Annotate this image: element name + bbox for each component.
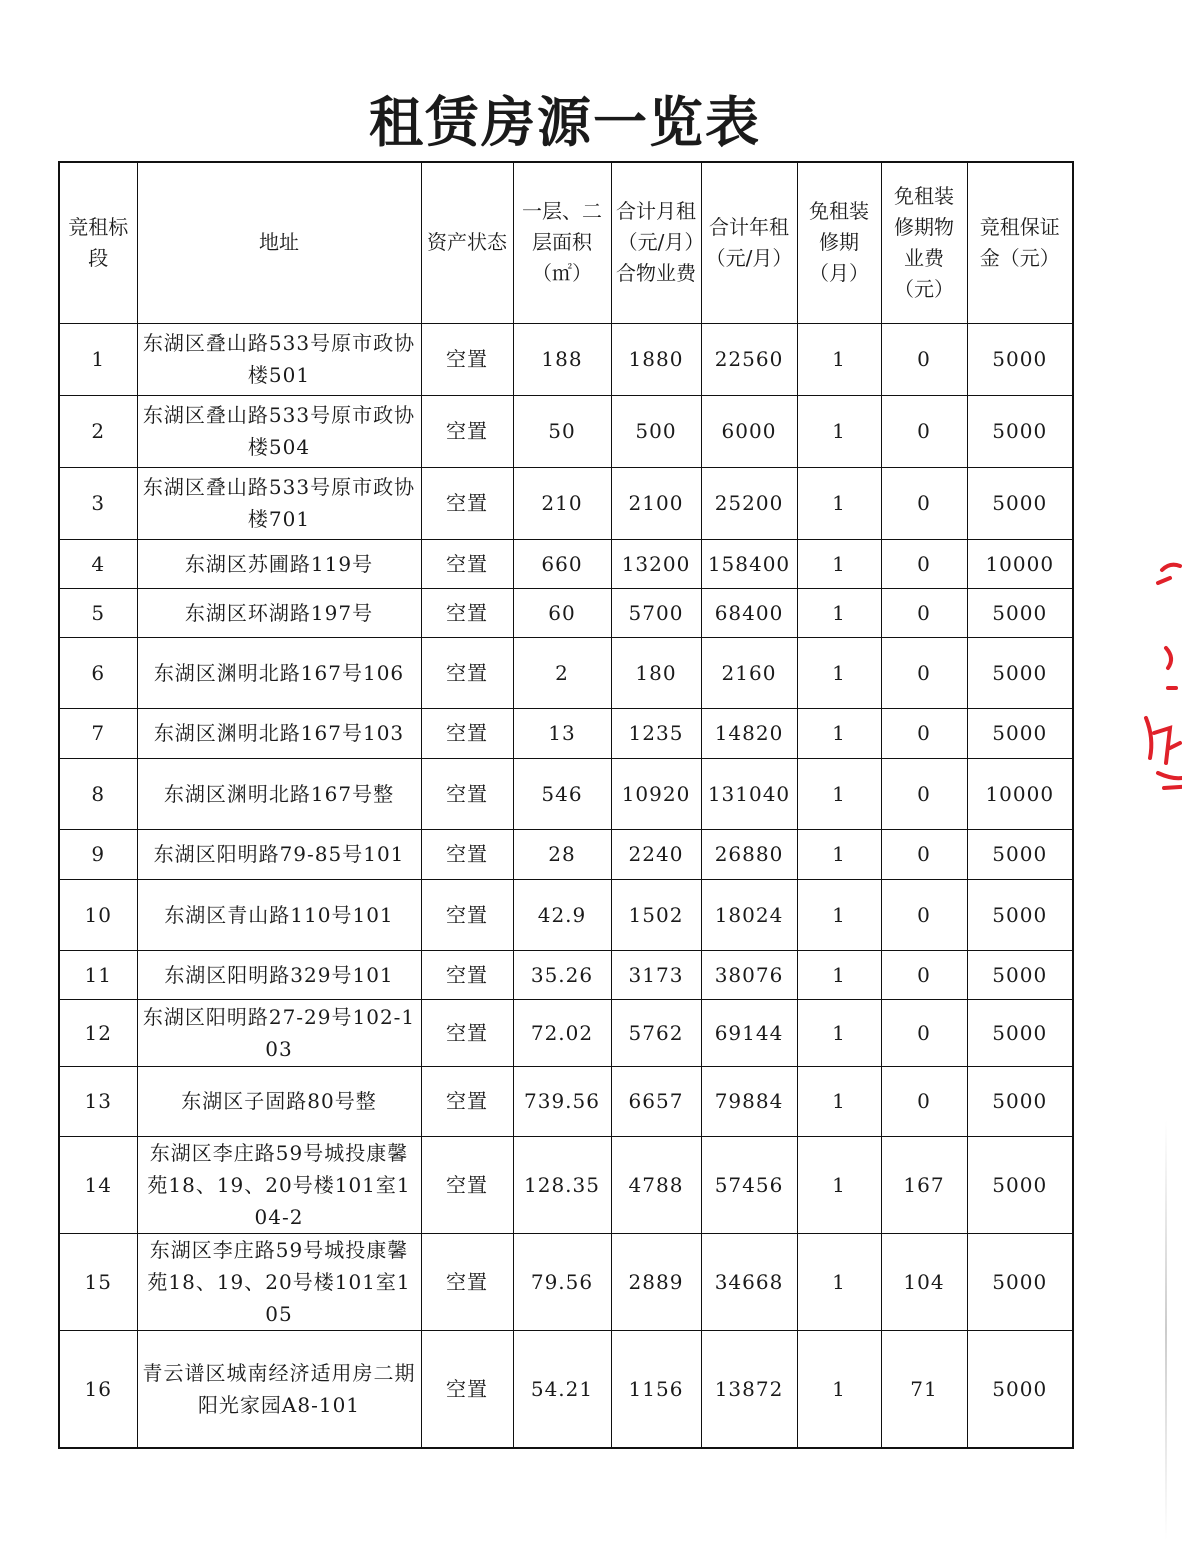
monthly-rent-cell: 180: [611, 637, 701, 708]
area-cell: 2: [513, 637, 611, 708]
asset-status-cell: 空置: [421, 539, 513, 588]
address-cell: 东湖区阳明路27-29号102-103: [137, 999, 421, 1066]
address-cell: 东湖区李庄路59号城投康馨苑18、19、20号楼101室105: [137, 1233, 421, 1330]
rent-free-months-cell: 1: [797, 637, 881, 708]
rent-free-fee-cell: 0: [881, 829, 967, 879]
table-row: [59, 829, 1073, 879]
annual-rent-cell: 6000: [701, 395, 797, 467]
area-cell: 54.21: [513, 1330, 611, 1448]
asset-status-cell: 空置: [421, 588, 513, 637]
deposit-cell: 5000: [967, 1330, 1073, 1448]
header-annual-rent: 合计年租（元/月）: [701, 162, 797, 323]
page-title: 租赁房源一览表: [369, 91, 761, 154]
deposit-cell: 5000: [967, 1066, 1073, 1136]
deposit-cell: 5000: [967, 950, 1073, 999]
deposit-cell: 10000: [967, 758, 1073, 829]
lot-number-cell: 14: [59, 1136, 137, 1233]
rent-free-fee-cell: 0: [881, 637, 967, 708]
header-address: 地址: [137, 162, 421, 323]
asset-status-cell: 空置: [421, 323, 513, 395]
table-row: [59, 1330, 1073, 1448]
table-row: [59, 879, 1073, 950]
asset-status-cell: 空置: [421, 467, 513, 539]
table-row: [59, 950, 1073, 999]
rent-free-months-cell: 1: [797, 588, 881, 637]
table-row: [59, 758, 1073, 829]
rent-free-months-cell: 1: [797, 467, 881, 539]
annual-rent-cell: 14820: [701, 708, 797, 758]
rent-free-fee-cell: 0: [881, 999, 967, 1066]
deposit-cell: 10000: [967, 539, 1073, 588]
annual-rent-cell: 158400: [701, 539, 797, 588]
annual-rent-cell: 2160: [701, 637, 797, 708]
monthly-rent-cell: 5762: [611, 999, 701, 1066]
monthly-rent-cell: 2100: [611, 467, 701, 539]
table-row: [59, 637, 1073, 708]
asset-status-cell: 空置: [421, 708, 513, 758]
deposit-cell: 5000: [967, 999, 1073, 1066]
lot-number-cell: 3: [59, 467, 137, 539]
area-cell: 188: [513, 323, 611, 395]
address-cell: 东湖区渊明北路167号106: [137, 637, 421, 708]
monthly-rent-cell: 13200: [611, 539, 701, 588]
rent-free-fee-cell: 0: [881, 539, 967, 588]
table-row: [59, 708, 1073, 758]
annual-rent-cell: 26880: [701, 829, 797, 879]
area-cell: 72.02: [513, 999, 611, 1066]
deposit-cell: 5000: [967, 879, 1073, 950]
header-row: [59, 162, 1073, 323]
rent-free-fee-cell: 167: [881, 1136, 967, 1233]
asset-status-cell: 空置: [421, 1233, 513, 1330]
asset-status-cell: 空置: [421, 829, 513, 879]
address-cell: 东湖区环湖路197号: [137, 588, 421, 637]
lot-number-cell: 4: [59, 539, 137, 588]
monthly-rent-cell: 500: [611, 395, 701, 467]
header-rent-free-months: 免租装修期（月）: [797, 162, 881, 323]
table-row: [59, 395, 1073, 467]
address-cell: 青云谱区城南经济适用房二期阳光家园A8-101: [137, 1330, 421, 1448]
area-cell: 50: [513, 395, 611, 467]
rent-free-months-cell: 1: [797, 999, 881, 1066]
area-cell: 546: [513, 758, 611, 829]
rent-free-fee-cell: 0: [881, 467, 967, 539]
rent-free-months-cell: 1: [797, 758, 881, 829]
rent-free-fee-cell: 0: [881, 708, 967, 758]
deposit-cell: 5000: [967, 1233, 1073, 1330]
rent-free-fee-cell: 71: [881, 1330, 967, 1448]
monthly-rent-cell: 10920: [611, 758, 701, 829]
rent-free-months-cell: 1: [797, 1233, 881, 1330]
annual-rent-cell: 79884: [701, 1066, 797, 1136]
asset-status-cell: 空置: [421, 758, 513, 829]
monthly-rent-cell: 1156: [611, 1330, 701, 1448]
rent-free-fee-cell: 0: [881, 950, 967, 999]
rent-free-months-cell: 1: [797, 950, 881, 999]
table-row: [59, 999, 1073, 1066]
monthly-rent-cell: 6657: [611, 1066, 701, 1136]
rent-free-months-cell: 1: [797, 708, 881, 758]
address-cell: 东湖区阳明路79-85号101: [137, 829, 421, 879]
area-cell: 35.26: [513, 950, 611, 999]
annual-rent-cell: 13872: [701, 1330, 797, 1448]
scan-edge-shadow: [1165, 1120, 1167, 1540]
rent-free-months-cell: 1: [797, 1136, 881, 1233]
monthly-rent-cell: 2240: [611, 829, 701, 879]
monthly-rent-cell: 1235: [611, 708, 701, 758]
rent-free-months-cell: 1: [797, 1066, 881, 1136]
monthly-rent-cell: 1502: [611, 879, 701, 950]
lot-number-cell: 8: [59, 758, 137, 829]
annual-rent-cell: 57456: [701, 1136, 797, 1233]
deposit-cell: 5000: [967, 588, 1073, 637]
address-cell: 东湖区子固路80号整: [137, 1066, 421, 1136]
deposit-cell: 5000: [967, 637, 1073, 708]
address-cell: 东湖区叠山路533号原市政协楼701: [137, 467, 421, 539]
monthly-rent-cell: 5700: [611, 588, 701, 637]
lot-number-cell: 9: [59, 829, 137, 879]
asset-status-cell: 空置: [421, 879, 513, 950]
asset-status-cell: 空置: [421, 1066, 513, 1136]
address-cell: 东湖区叠山路533号原市政协楼501: [137, 323, 421, 395]
asset-status-cell: 空置: [421, 395, 513, 467]
address-cell: 东湖区渊明北路167号103: [137, 708, 421, 758]
rent-free-fee-cell: 0: [881, 758, 967, 829]
lot-number-cell: 13: [59, 1066, 137, 1136]
asset-status-cell: 空置: [421, 950, 513, 999]
header-rent-free-property-fee: 免租装修期物业费（元）: [881, 162, 967, 323]
annual-rent-cell: 68400: [701, 588, 797, 637]
lot-number-cell: 2: [59, 395, 137, 467]
annual-rent-cell: 18024: [701, 879, 797, 950]
table-row: [59, 323, 1073, 395]
lot-number-cell: 15: [59, 1233, 137, 1330]
table-row: [59, 539, 1073, 588]
area-cell: 739.56: [513, 1066, 611, 1136]
area-cell: 79.56: [513, 1233, 611, 1330]
header-monthly-rent: 合计月租（元/月）合物业费: [611, 162, 701, 323]
lot-number-cell: 10: [59, 879, 137, 950]
address-cell: 东湖区李庄路59号城投康馨苑18、19、20号楼101室104-2: [137, 1136, 421, 1233]
header-lot-number: 竞租标段: [59, 162, 137, 323]
address-cell: 东湖区渊明北路167号整: [137, 758, 421, 829]
rent-free-months-cell: 1: [797, 539, 881, 588]
lot-number-cell: 5: [59, 588, 137, 637]
rent-free-fee-cell: 0: [881, 1066, 967, 1136]
red-seal-stamp: [1140, 548, 1182, 818]
rent-free-months-cell: 1: [797, 829, 881, 879]
lot-number-cell: 12: [59, 999, 137, 1066]
address-cell: 东湖区叠山路533号原市政协楼504: [137, 395, 421, 467]
deposit-cell: 5000: [967, 708, 1073, 758]
rent-free-fee-cell: 0: [881, 588, 967, 637]
asset-status-cell: 空置: [421, 999, 513, 1066]
table-row: [59, 1233, 1073, 1330]
deposit-cell: 5000: [967, 467, 1073, 539]
rent-free-months-cell: 1: [797, 395, 881, 467]
rent-free-months-cell: 1: [797, 323, 881, 395]
address-cell: 东湖区青山路110号101: [137, 879, 421, 950]
lot-number-cell: 6: [59, 637, 137, 708]
lot-number-cell: 1: [59, 323, 137, 395]
annual-rent-cell: 131040: [701, 758, 797, 829]
area-cell: 210: [513, 467, 611, 539]
monthly-rent-cell: 2889: [611, 1233, 701, 1330]
deposit-cell: 5000: [967, 395, 1073, 467]
rent-free-months-cell: 1: [797, 879, 881, 950]
annual-rent-cell: 22560: [701, 323, 797, 395]
rent-free-months-cell: 1: [797, 1330, 881, 1448]
table-row: [59, 1136, 1073, 1233]
annual-rent-cell: 34668: [701, 1233, 797, 1330]
table-row: [59, 1066, 1073, 1136]
deposit-cell: 5000: [967, 1136, 1073, 1233]
area-cell: 42.9: [513, 879, 611, 950]
address-cell: 东湖区苏圃路119号: [137, 539, 421, 588]
header-deposit: 竞租保证金（元）: [967, 162, 1073, 323]
area-cell: 28: [513, 829, 611, 879]
area-cell: 660: [513, 539, 611, 588]
address-cell: 东湖区阳明路329号101: [137, 950, 421, 999]
rent-free-fee-cell: 0: [881, 323, 967, 395]
table-row: [59, 588, 1073, 637]
monthly-rent-cell: 4788: [611, 1136, 701, 1233]
lot-number-cell: 11: [59, 950, 137, 999]
rent-free-fee-cell: 104: [881, 1233, 967, 1330]
area-cell: 128.35: [513, 1136, 611, 1233]
table-row: [59, 467, 1073, 539]
rental-listing-table: [58, 161, 1074, 1449]
annual-rent-cell: 69144: [701, 999, 797, 1066]
lot-number-cell: 16: [59, 1330, 137, 1448]
header-asset-status: 资产状态: [421, 162, 513, 323]
asset-status-cell: 空置: [421, 637, 513, 708]
annual-rent-cell: 25200: [701, 467, 797, 539]
rent-free-fee-cell: 0: [881, 879, 967, 950]
deposit-cell: 5000: [967, 323, 1073, 395]
deposit-cell: 5000: [967, 829, 1073, 879]
rent-free-fee-cell: 0: [881, 395, 967, 467]
area-cell: 60: [513, 588, 611, 637]
annual-rent-cell: 38076: [701, 950, 797, 999]
monthly-rent-cell: 1880: [611, 323, 701, 395]
header-area: 一层、二层面积（㎡）: [513, 162, 611, 323]
monthly-rent-cell: 3173: [611, 950, 701, 999]
area-cell: 13: [513, 708, 611, 758]
lot-number-cell: 7: [59, 708, 137, 758]
asset-status-cell: 空置: [421, 1136, 513, 1233]
asset-status-cell: 空置: [421, 1330, 513, 1448]
